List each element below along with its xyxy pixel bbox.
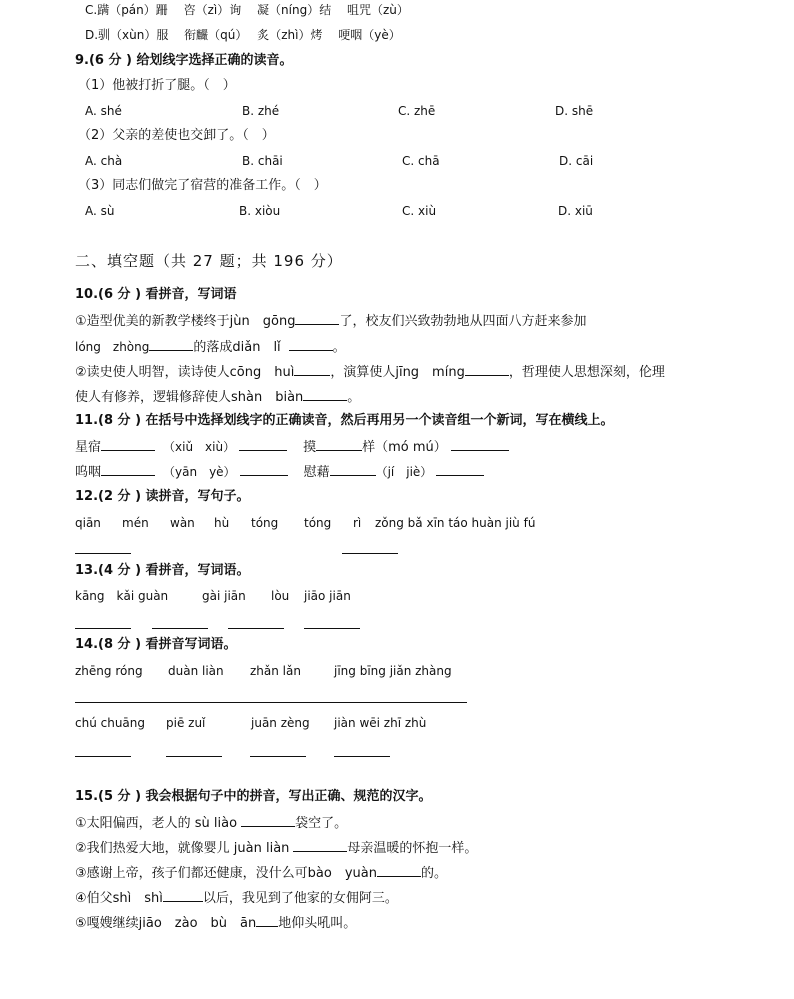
question-9-2-stem: （2）父亲的差使也交卸了。（ ） xyxy=(78,128,275,143)
question-8-option-c: C.蹒（pán）跚 咨（zì）询 凝（níng）结 咀咒（zù） xyxy=(85,3,409,17)
question-14-pinyin-row-1 xyxy=(75,662,495,680)
answer-blank[interactable] xyxy=(256,913,278,927)
answer-blank[interactable] xyxy=(240,462,288,476)
answer-blank[interactable] xyxy=(101,462,155,476)
question-9-3-options xyxy=(85,202,685,220)
question-15-sentence-5 xyxy=(75,913,356,933)
sentence-text: ①太阳偏西，老人的 sù liào xyxy=(75,816,238,831)
pinyin-text: zhǎn lǎn xyxy=(250,664,301,678)
pinyin-text: piē zuǐ xyxy=(166,716,206,730)
sentence-text: ，演算使人jīng míng xyxy=(330,365,465,380)
answer-blank[interactable] xyxy=(149,337,193,351)
word-text: 星宿 xyxy=(75,440,102,455)
question-10-line-3 xyxy=(75,362,665,382)
pinyin-choice: （yān yè） xyxy=(163,465,236,479)
sentence-text: 地仰头吼叫。 xyxy=(278,916,357,931)
pinyin-text: hù xyxy=(214,516,230,530)
sentence-text: 的落成diǎn lǐ xyxy=(193,340,281,355)
question-9-1-options xyxy=(85,102,685,120)
pinyin-text: kāng kǎi guàn xyxy=(75,589,169,603)
answer-blank[interactable] xyxy=(465,362,509,376)
option-d[interactable]: D. cāi xyxy=(559,154,594,168)
answer-blank[interactable] xyxy=(377,863,421,877)
option-b[interactable]: B. chāi xyxy=(242,154,283,168)
answer-blank[interactable] xyxy=(294,362,330,376)
answer-blank[interactable] xyxy=(250,756,306,757)
sentence-text: 袋空了。 xyxy=(295,816,348,831)
answer-blank[interactable] xyxy=(166,756,222,757)
pinyin-text: chú chuāng xyxy=(75,716,146,730)
sentence-text: ②我们热爱大地，就像婴儿 juàn liàn xyxy=(75,841,290,856)
pinyin-text: juān zèng xyxy=(251,716,310,730)
pinyin-choice: 样（mó mú） xyxy=(362,440,447,455)
question-12-pinyin xyxy=(75,514,555,532)
sentence-text: 。 xyxy=(332,340,346,355)
answer-blank[interactable] xyxy=(101,437,155,451)
answer-blank[interactable] xyxy=(289,337,333,351)
question-15-sentence-1 xyxy=(75,813,347,833)
option-d[interactable]: D. xiū xyxy=(558,204,593,218)
answer-blank[interactable] xyxy=(295,311,339,325)
pinyin-text: zǒng bǎ xīn táo huàn jiù fú xyxy=(375,516,536,530)
question-11-title: 11.(8 分 ) 在括号中选择划线字的正确读音，然后再用另一个读音组一个新词，写在横线上。 xyxy=(75,413,614,428)
sentence-text: 母亲温暖的怀抱一样。 xyxy=(347,841,478,856)
question-14-pinyin-row-2 xyxy=(75,714,495,732)
question-10-title: 10.(6 分 ) 看拼音，写词语 xyxy=(75,287,237,302)
answer-blank[interactable] xyxy=(303,387,347,401)
question-15-sentence-2 xyxy=(75,838,477,858)
pinyin-text: wàn xyxy=(170,516,195,530)
question-11-row-2 xyxy=(75,462,484,482)
option-c[interactable]: C. zhē xyxy=(398,104,436,118)
word-text: 慰藉 xyxy=(303,465,330,480)
question-15-sentence-3 xyxy=(75,863,447,883)
pinyin-text: rì xyxy=(353,516,362,530)
question-12-title: 12.(2 分 ) 读拼音，写句子。 xyxy=(75,489,250,504)
option-c[interactable]: C. xiù xyxy=(402,204,437,218)
answer-blank[interactable] xyxy=(241,813,295,827)
question-13-pinyin xyxy=(75,587,395,605)
sentence-text: ④伯父shì shì xyxy=(75,891,163,906)
word-text: 呜咽 xyxy=(75,465,102,480)
pinyin-text: duàn liàn xyxy=(168,664,224,678)
pinyin-text: jiāo jiān xyxy=(304,589,351,603)
answer-blank[interactable] xyxy=(152,628,208,629)
question-13-title: 13.(4 分 ) 看拼音，写词语。 xyxy=(75,563,250,578)
sentence-text: ②读史使人明智，读诗使人cōng huì xyxy=(75,365,295,380)
sentence-text: ，哲理使人思想深刻，伦理 xyxy=(508,365,665,380)
question-10-line-4 xyxy=(75,387,360,407)
question-9-1-stem: （1）他被打折了腿。（ ） xyxy=(78,78,236,93)
question-10-line-1 xyxy=(75,311,586,331)
question-15-title: 15.(5 分 ) 我会根据句子中的拼音，写出正确、规范的汉字。 xyxy=(75,789,432,804)
pinyin-text: lòu xyxy=(271,589,290,603)
question-10-line-2 xyxy=(75,337,346,357)
option-a[interactable]: A. chà xyxy=(85,154,123,168)
option-b[interactable]: B. xiòu xyxy=(239,204,281,218)
answer-blank[interactable] xyxy=(75,553,131,554)
pinyin-choice: （jí jiè） xyxy=(375,465,433,479)
pinyin-text: lóng zhòng xyxy=(75,340,150,354)
pinyin-text: tóng xyxy=(304,516,332,530)
pinyin-text: jiàn wēi zhī zhù xyxy=(334,716,427,730)
option-d[interactable]: D. shē xyxy=(555,104,594,118)
answer-blank[interactable] xyxy=(293,838,347,852)
sentence-text: ⑤嘎嫂继续jiāo zào bù ān xyxy=(75,916,257,931)
question-9-3-stem: （3）同志们做完了宿营的准备工作。（ ） xyxy=(78,178,327,193)
question-15-sentence-4 xyxy=(75,888,398,908)
pinyin-text: tóng xyxy=(251,516,279,530)
answer-blank[interactable] xyxy=(239,437,287,451)
question-11-row-1 xyxy=(75,437,509,457)
answer-blank[interactable] xyxy=(436,462,484,476)
question-9-2-options xyxy=(85,152,685,170)
pinyin-text: qiān xyxy=(75,516,101,530)
option-a[interactable]: A. sù xyxy=(85,204,115,218)
pinyin-text: zhēng róng xyxy=(75,664,143,678)
answer-blank[interactable] xyxy=(334,756,390,757)
pinyin-choice: （xiǔ xiù） xyxy=(163,440,236,454)
answer-blank[interactable] xyxy=(228,628,284,629)
option-c[interactable]: C. chā xyxy=(402,154,440,168)
answer-blank[interactable] xyxy=(75,628,131,629)
pinyin-text: mén xyxy=(122,516,149,530)
answer-blank[interactable] xyxy=(316,437,362,451)
answer-blank[interactable] xyxy=(163,888,203,902)
question-14-title: 14.(8 分 ) 看拼音写词语。 xyxy=(75,637,237,652)
answer-blank[interactable] xyxy=(330,462,376,476)
answer-blank[interactable] xyxy=(75,702,467,703)
sentence-text: ①造型优美的新教学楼终于jùn gōng xyxy=(75,314,296,329)
answer-blank[interactable] xyxy=(451,437,509,451)
question-9-title: 9.(6 分 ) 给划线字选择正确的读音。 xyxy=(75,53,293,68)
answer-blank[interactable] xyxy=(75,756,131,757)
sentence-text: 了，校友们兴致勃勃地从四面八方赶来参加 xyxy=(339,314,587,329)
answer-blank[interactable] xyxy=(342,553,398,554)
section-2-title: 二、填空题（共 27 题；共 196 分） xyxy=(75,252,343,270)
sentence-text: ③感谢上帝，孩子们都还健康，没什么可bào yuàn xyxy=(75,866,377,881)
pinyin-text: gài jiān xyxy=(202,589,246,603)
sentence-text: 以后，我见到了他家的女佣阿三。 xyxy=(202,891,398,906)
sentence-text: 。 xyxy=(347,390,361,405)
option-a[interactable]: A. shé xyxy=(85,104,122,118)
question-8-option-d: D.驯（xùn）服 衔麣（qú） 炙（zhì）烤 哽咽（yè） xyxy=(85,28,401,42)
sentence-text: 使人有修养，逻辑修辞使人shàn biàn xyxy=(75,390,304,405)
sentence-text: 的。 xyxy=(420,866,447,881)
option-b[interactable]: B. zhé xyxy=(242,104,280,118)
answer-blank[interactable] xyxy=(304,628,360,629)
word-text: 摸 xyxy=(303,440,317,455)
pinyin-text: jīng bīng jiǎn zhàng xyxy=(334,664,452,678)
